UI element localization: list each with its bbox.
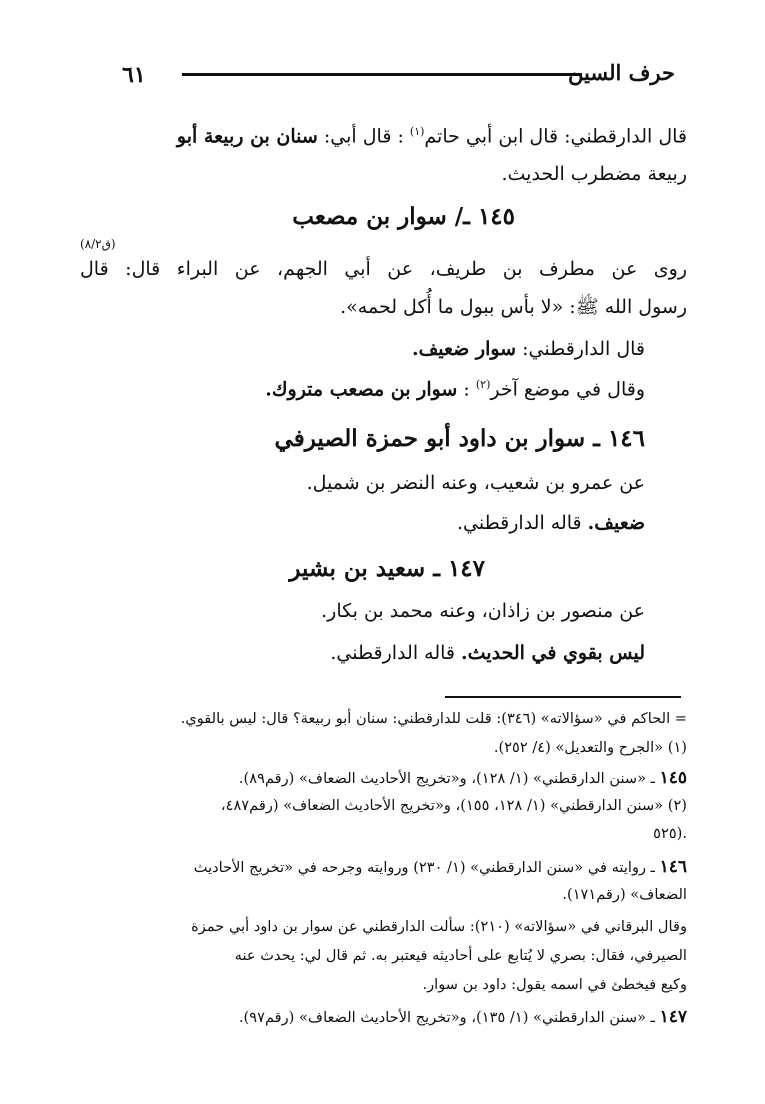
intro-line-1 — [177, 125, 687, 148]
entry-147-source: قاله الدارقطني. — [330, 642, 462, 664]
footnote-146 — [194, 857, 687, 877]
footnote-146-para-line-1: وقال البرقاني في «سؤالاته» (٢١٠): سألت الدارقطني عن سوار بن داود أبي حمزة — [191, 918, 687, 935]
footnote-145-text: ـ «سنن الدارقطني» (١/ ١٢٨)، و«تخريج الأحاديث الضعاف» (رقم٨٩). — [238, 770, 660, 787]
footnote-separator — [445, 696, 681, 698]
manuscript-ref: (ق٨/٢) — [80, 237, 116, 251]
entry-147-text-line-2 — [330, 642, 645, 665]
entry-146-text-line-1: عن عمرو بن شعيب، وعنه النضر بن شميل. — [306, 472, 645, 494]
footnote-2-cont: ٥٢٥). — [653, 825, 687, 842]
footnote-146-para-line-3: وكيع فيخطئ في اسمه يقول: داود بن سوار. — [422, 976, 687, 993]
entry-146-source: قاله الدارقطني. — [456, 512, 588, 534]
intro-line-2: ربيعة مضطرب الحديث. — [501, 163, 687, 185]
page-number: ٦١ — [122, 62, 146, 88]
entry-145-title: ١٤٥ ـ/ سوار بن مصعب — [292, 203, 515, 230]
footnote-146-cont: الضعاف» (رقم١٧١). — [562, 886, 687, 903]
footnote-146-text: ـ روايته في «سنن الدارقطني» (١/ ٢٣٠) وروايته وجرحه في «تخريج الأحاديث — [193, 859, 660, 876]
footnote-145-number: ١٤٥ — [659, 768, 687, 788]
header-rule — [182, 73, 582, 76]
entry-145-text-line-2: رسول الله ﷺ: «لا بأس ببول ما أُكل لحمه». — [340, 296, 687, 318]
footnote-ref-2: (٢) — [475, 378, 491, 391]
entry-147-title: ١٤٧ ـ سعيد بن بشير — [289, 555, 485, 582]
footnote-ref-1: (١) — [409, 125, 425, 138]
quote-2-mid: : — [457, 378, 476, 401]
footnote-1: (١) «الجرح والتعديل» (٤/ ٢٥٢). — [493, 739, 687, 756]
running-header-title: حرف السين — [568, 60, 675, 85]
entry-146-title: ١٤٦ ـ سوار بن داود أبو حمزة الصيرفي — [274, 425, 645, 452]
footnote-147-number: ١٤٧ — [659, 1007, 687, 1027]
quote-1-bold: سوار ضعيف. — [411, 338, 517, 360]
entry-145-text-line-1: روى عن مطرف بن طريف، عن أبي الجهم، عن البراء قال: قال — [80, 258, 687, 280]
intro-text-mid: : قال أبي: — [317, 125, 410, 148]
footnote-146-number: ١٤٦ — [659, 857, 687, 877]
entry-146-verdict: ضعيف. — [587, 512, 645, 534]
footnote-continued: = الحاكم في «سؤالاته» (٣٤٦): قلت للدارقطني: سنان أبو ربيعة؟ قال: ليس بالقوي. — [180, 710, 687, 727]
quote-1-text: قال الدارقطني: — [516, 338, 645, 360]
quote-2-text: وقال في موضع آخر — [490, 378, 645, 401]
footnote-146-para-line-2: الصيرفي، فقال: بصري لا يُتابع على أحاديثه فيعتبر به. ثم قال لي: يحدث عنه — [234, 947, 687, 964]
entry-147-verdict: ليس بقوي في الحديث. — [461, 642, 645, 664]
intro-bold: سنان بن ربيعة أبو — [176, 125, 318, 148]
entry-145-quote-1 — [412, 338, 645, 361]
entry-146-text-line-2 — [457, 512, 645, 535]
quote-2-bold: سوار بن مصعب متروك. — [265, 378, 458, 401]
entry-145-quote-2 — [265, 378, 645, 401]
footnote-145 — [239, 768, 687, 788]
footnote-147-text: ـ «سنن الدارقطني» (١/ ١٣٥)، و«تخريج الأحاديث الضعاف» (رقم٩٧). — [238, 1009, 660, 1026]
intro-text: قال الدارقطني: قال ابن أبي حاتم — [424, 125, 687, 148]
footnote-147 — [239, 1007, 687, 1027]
entry-147-text-line-1: عن منصور بن زاذان، وعنه محمد بن بكار. — [321, 600, 645, 622]
footnote-2: (٢) «سنن الدارقطني» (١/ ١٢٨، ١٥٥)، و«تخريج الأحاديث الضعاف» (رقم٤٨٧، — [220, 797, 687, 814]
